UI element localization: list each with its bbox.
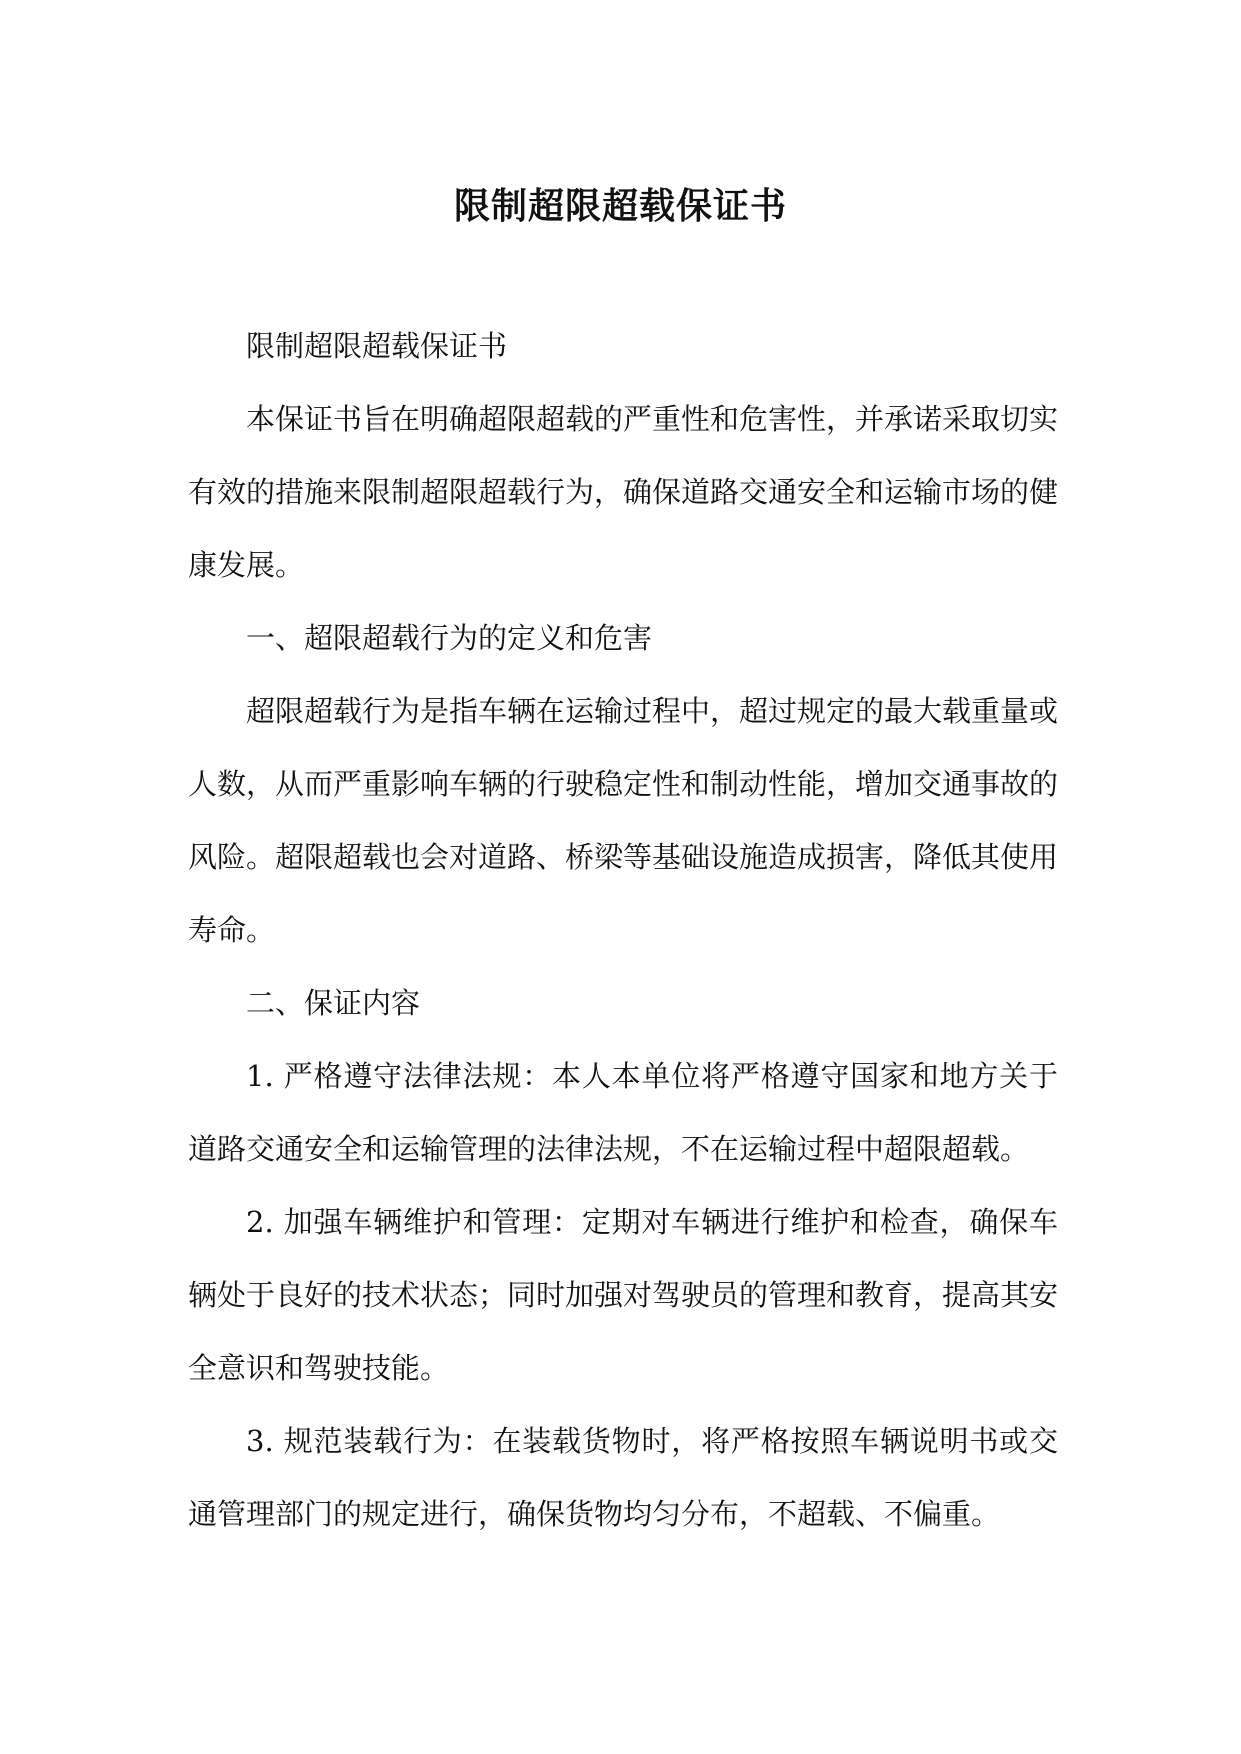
paragraph-definition: 超限超载行为是指车辆在运输过程中，超过规定的最大载重量或人数，从而严重影响车辆的行驶稳定性和制动性能，增加交通事故的风险。超限超载也会对道路、桥梁等基础设施造成损害，降低其使用寿命。 [188,694,1059,947]
section-heading-content: 二、保证内容 [246,986,421,1020]
section-heading-definition: 一、超限超载行为的定义和危害 [246,621,653,655]
list-item-laws: 1. 严格遵守法律法规：本人本单位将严格遵守国家和地方关于道路交通安全和运输管理的法律法规，不在运输过程中超限超载。 [188,1059,1058,1166]
list-item-loading: 3. 规范装载行为：在装载货物时，将严格按照车辆说明书或交通管理部门的规定进行，确保货物均匀分布，不超载、不偏重。 [188,1424,1058,1531]
paragraph-intro: 本保证书旨在明确超限超载的严重性和危害性，并承诺采取切实有效的措施来限制超限超载行为，确保道路交通安全和运输市场的健康发展。 [188,402,1059,582]
document-title: 限制超限超载保证书 [453,185,787,227]
document-body [188,310,1058,1551]
paragraph-heading-repeat: 限制超限超载保证书 [246,329,508,363]
list-item-maintenance: 2. 加强车辆维护和管理：定期对车辆进行维护和检查，确保车辆处于良好的技术状态；同时加强对驾驶员的管理和教育，提高其安全意识和驾驶技能。 [188,1205,1059,1385]
